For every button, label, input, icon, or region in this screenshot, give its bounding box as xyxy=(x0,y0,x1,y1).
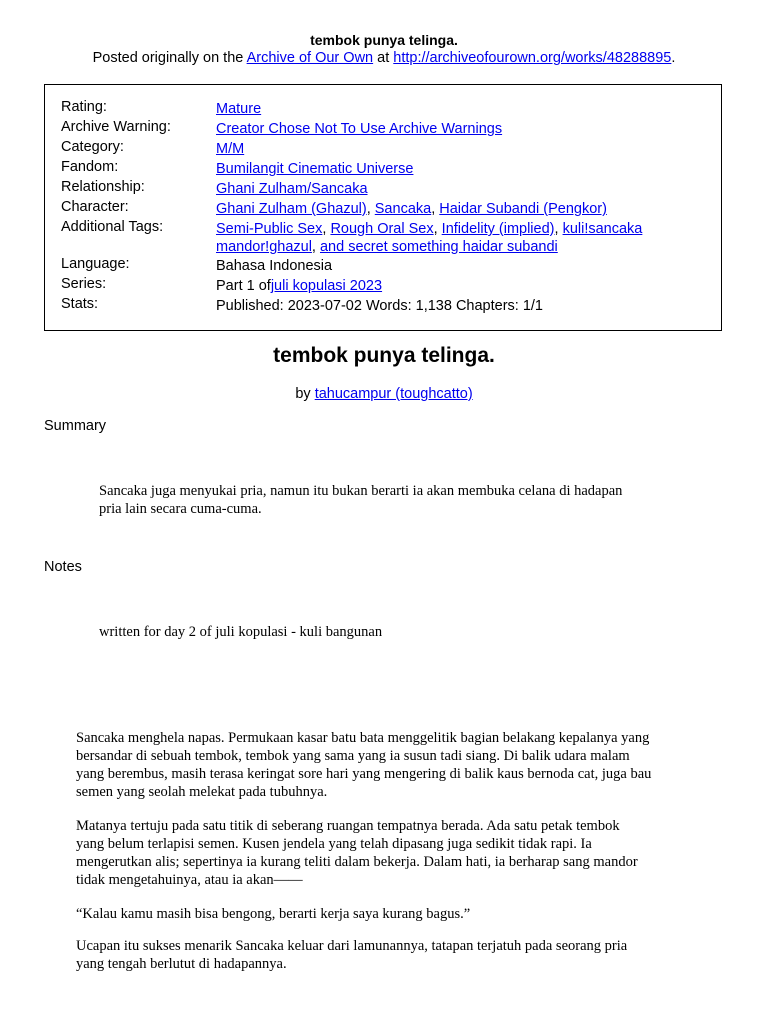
posted-prefix: Posted originally on the xyxy=(92,50,244,66)
body-line: Sancaka menghela napas. Permukaan kasar batu bata menggelitik bagian belakang kepalanya yang xyxy=(76,730,650,746)
by-text: by xyxy=(295,386,311,402)
character-label: Character: xyxy=(61,199,129,215)
body-paragraph xyxy=(76,729,736,801)
metadata-box: Rating: Mature Archive Warning: Creator Chose Not To Use Archive Warnings Category: M/M Fandom: Bumilangit Cinematic Universe Relationship: Ghani Zulham/Sancaka Character: Ghani Zulham (Ghazul), Sancaka, Haidar Subandi (Pengkor) Additional Tags: Semi-Public Sex, Rough Oral Sex, Infidelity (implied), kuli!sancaka mandor!ghazul, and secret something haidar subandi Language: Bahasa Indonesia Series: Part 1 ofjuli kopulasi 2023 Stats: Published: 2023-07-02 Words: 1,138 Chapters: 1/1 xyxy=(44,84,722,331)
header-title: tembok punya telinga. xyxy=(310,32,458,48)
fandom-link[interactable]: Bumilangit Cinematic Universe xyxy=(216,161,414,177)
series-link[interactable]: juli kopulasi 2023 xyxy=(270,278,383,294)
fandom-label: Fandom: xyxy=(61,159,119,175)
summary-line: pria lain secara cuma-cuma. xyxy=(99,501,262,517)
body-paragraph xyxy=(76,817,736,889)
at-text: at xyxy=(377,50,390,66)
body-line: tidak mengetahuinya, atau ia akan—— xyxy=(76,872,303,888)
body-line: mengerutkan alis; sepertinya ia kurang teliti dalam bekerja. Dalam hati, ia berharap sang mandor xyxy=(76,854,638,870)
summary-text xyxy=(99,482,719,518)
summary-line: Sancaka juga menyukai pria, namun itu bukan berarti ia akan membuka celana di hadapan xyxy=(99,483,623,499)
body-paragraph xyxy=(76,937,736,973)
language-value: Bahasa Indonesia xyxy=(216,258,333,274)
character-link[interactable]: Haidar Subandi (Pengkor) xyxy=(439,201,607,217)
body-paragraph xyxy=(76,905,736,923)
character-link[interactable]: Sancaka xyxy=(374,201,432,217)
stats-label: Stats: xyxy=(61,296,99,312)
category-link[interactable]: M/M xyxy=(216,141,245,157)
series-prefix: Part 1 of xyxy=(216,278,271,294)
byline xyxy=(0,386,768,402)
body-line: “Kalau kamu masih bisa bengong, berarti kerja saya kurang bagus.” xyxy=(76,906,471,922)
relationship-label: Relationship: xyxy=(61,179,145,195)
series-label: Series: xyxy=(61,276,107,292)
archive-link[interactable]: Archive of Our Own xyxy=(246,50,374,66)
body-line: semen yang seolah melekat pada tubuhnya. xyxy=(76,784,328,800)
tags-label: Additional Tags: xyxy=(61,219,164,235)
notes-heading: Notes xyxy=(44,559,82,575)
tag-link[interactable]: Semi-Public Sex xyxy=(216,221,323,237)
body-line: Ucapan itu sukses menarik Sancaka keluar dari lamunannya, tatapan terjatuh pada seorang pria xyxy=(76,938,628,954)
body-line: yang tengah berlutut di hadapannya. xyxy=(76,956,287,972)
rating-link[interactable]: Mature xyxy=(216,101,262,117)
body-line: yang belum terlapisi semen. Kusen jendela yang telah dipasang juga sedikit tidak rapi. Ia xyxy=(76,836,592,852)
warning-link[interactable]: Creator Chose Not To Use Archive Warnings xyxy=(216,121,503,137)
period: . xyxy=(671,50,676,66)
posted-line xyxy=(0,50,768,66)
character-link[interactable]: Ghani Zulham (Ghazul) xyxy=(216,201,367,217)
category-label: Category: xyxy=(61,139,124,155)
language-label: Language: xyxy=(61,256,130,272)
rating-label: Rating: xyxy=(61,99,107,115)
tag-link[interactable]: Rough Oral Sex xyxy=(330,221,434,237)
author-link[interactable]: tahucampur (toughcatto) xyxy=(314,386,473,402)
tag-link[interactable]: and secret something haidar subandi xyxy=(319,239,558,255)
summary-heading: Summary xyxy=(44,418,107,434)
body-line: bersandar di sebuah tembok, tembok yang sama yang ia susun tadi siang. Di balik udara malam xyxy=(76,748,630,764)
warning-label: Archive Warning: xyxy=(61,119,171,135)
tag-link[interactable]: kuli!sancaka mandor!ghazul xyxy=(216,221,643,255)
body-line: yang berembus, masih terasa keringat sore hari yang mengering di balik kaus bernoda cat, juga bau xyxy=(76,766,652,782)
stats-value: Published: 2023-07-02 Words: 1,138 Chapters: 1/1 xyxy=(216,298,543,314)
body-line: Matanya tertuju pada satu titik di seberang ruangan tempatnya berada. Ada satu petak tembok xyxy=(76,818,620,834)
relationship-link[interactable]: Ghani Zulham/Sancaka xyxy=(216,181,368,197)
tag-link[interactable]: Infidelity (implied) xyxy=(441,221,555,237)
work-title: tembok punya telinga. xyxy=(273,344,495,367)
notes-text: written for day 2 of juli kopulasi - kuli bangunan xyxy=(99,624,383,640)
work-url-link[interactable]: http://archiveofourown.org/works/48288895 xyxy=(393,50,672,66)
